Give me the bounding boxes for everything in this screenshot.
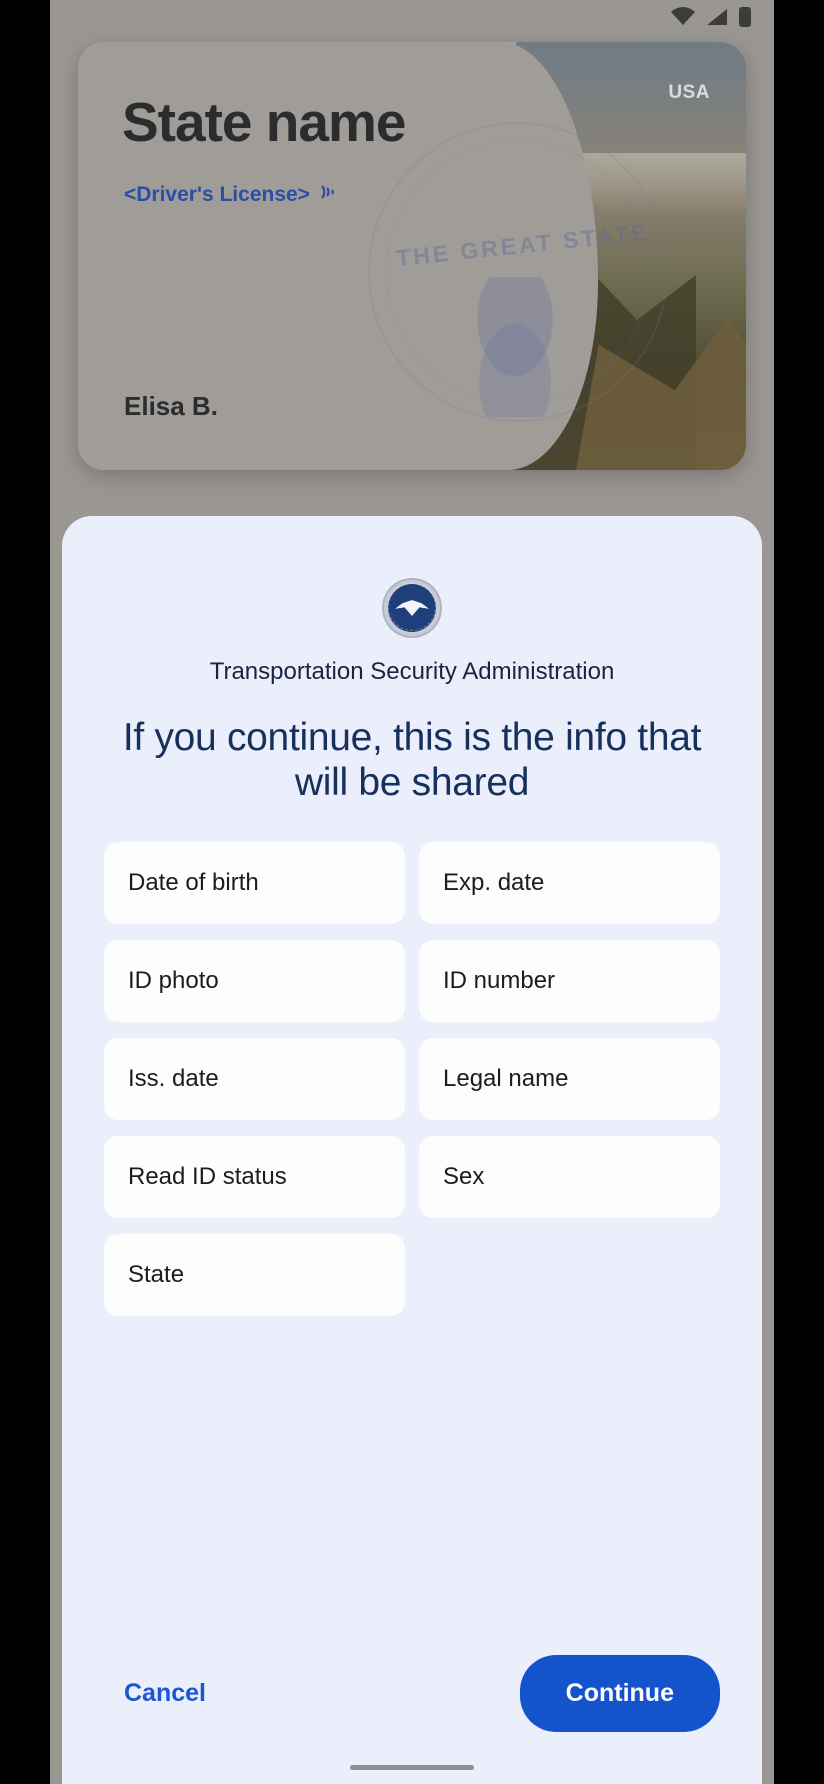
eagle-icon — [450, 277, 580, 417]
list-item: Exp. date — [419, 842, 720, 924]
list-item: Read ID status — [104, 1136, 405, 1218]
continue-button[interactable]: Continue — [520, 1655, 720, 1732]
list-item: Sex — [419, 1136, 720, 1218]
signal-icon — [705, 7, 729, 27]
card-state-name: State name — [122, 91, 406, 153]
card-country-badge: USA — [668, 82, 710, 103]
list-item: Date of birth — [104, 842, 405, 924]
wifi-icon — [670, 7, 696, 27]
consent-bottom-sheet — [62, 516, 762, 1784]
list-item: ID photo — [104, 940, 405, 1022]
tsa-seal-icon — [382, 578, 442, 638]
organization-name: Transportation Security Administration — [209, 658, 615, 685]
id-card — [78, 42, 746, 470]
seal-text: THE GREAT STATE — [395, 218, 651, 272]
list-item: Iss. date — [104, 1038, 405, 1120]
status-bar — [50, 0, 774, 34]
nfc-icon — [318, 182, 340, 208]
id-card-preview[interactable] — [78, 42, 746, 470]
card-doc-type-label: <Driver's License> — [124, 183, 310, 206]
sheet-title: If you continue, this is the info that will be shared — [122, 716, 702, 804]
navigation-bar — [50, 1765, 774, 1770]
list-item: ID number — [419, 940, 720, 1022]
home-indicator[interactable] — [350, 1765, 474, 1770]
card-doc-type — [124, 182, 340, 208]
cancel-button[interactable]: Cancel — [104, 1665, 226, 1722]
shared-fields-list — [104, 842, 720, 1316]
card-holder-name: Elisa B. — [124, 391, 218, 421]
list-item: State — [104, 1234, 405, 1316]
sheet-actions — [104, 1655, 720, 1732]
list-item: Legal name — [419, 1038, 720, 1120]
battery-icon — [738, 6, 752, 28]
phone-screen — [50, 0, 774, 1784]
